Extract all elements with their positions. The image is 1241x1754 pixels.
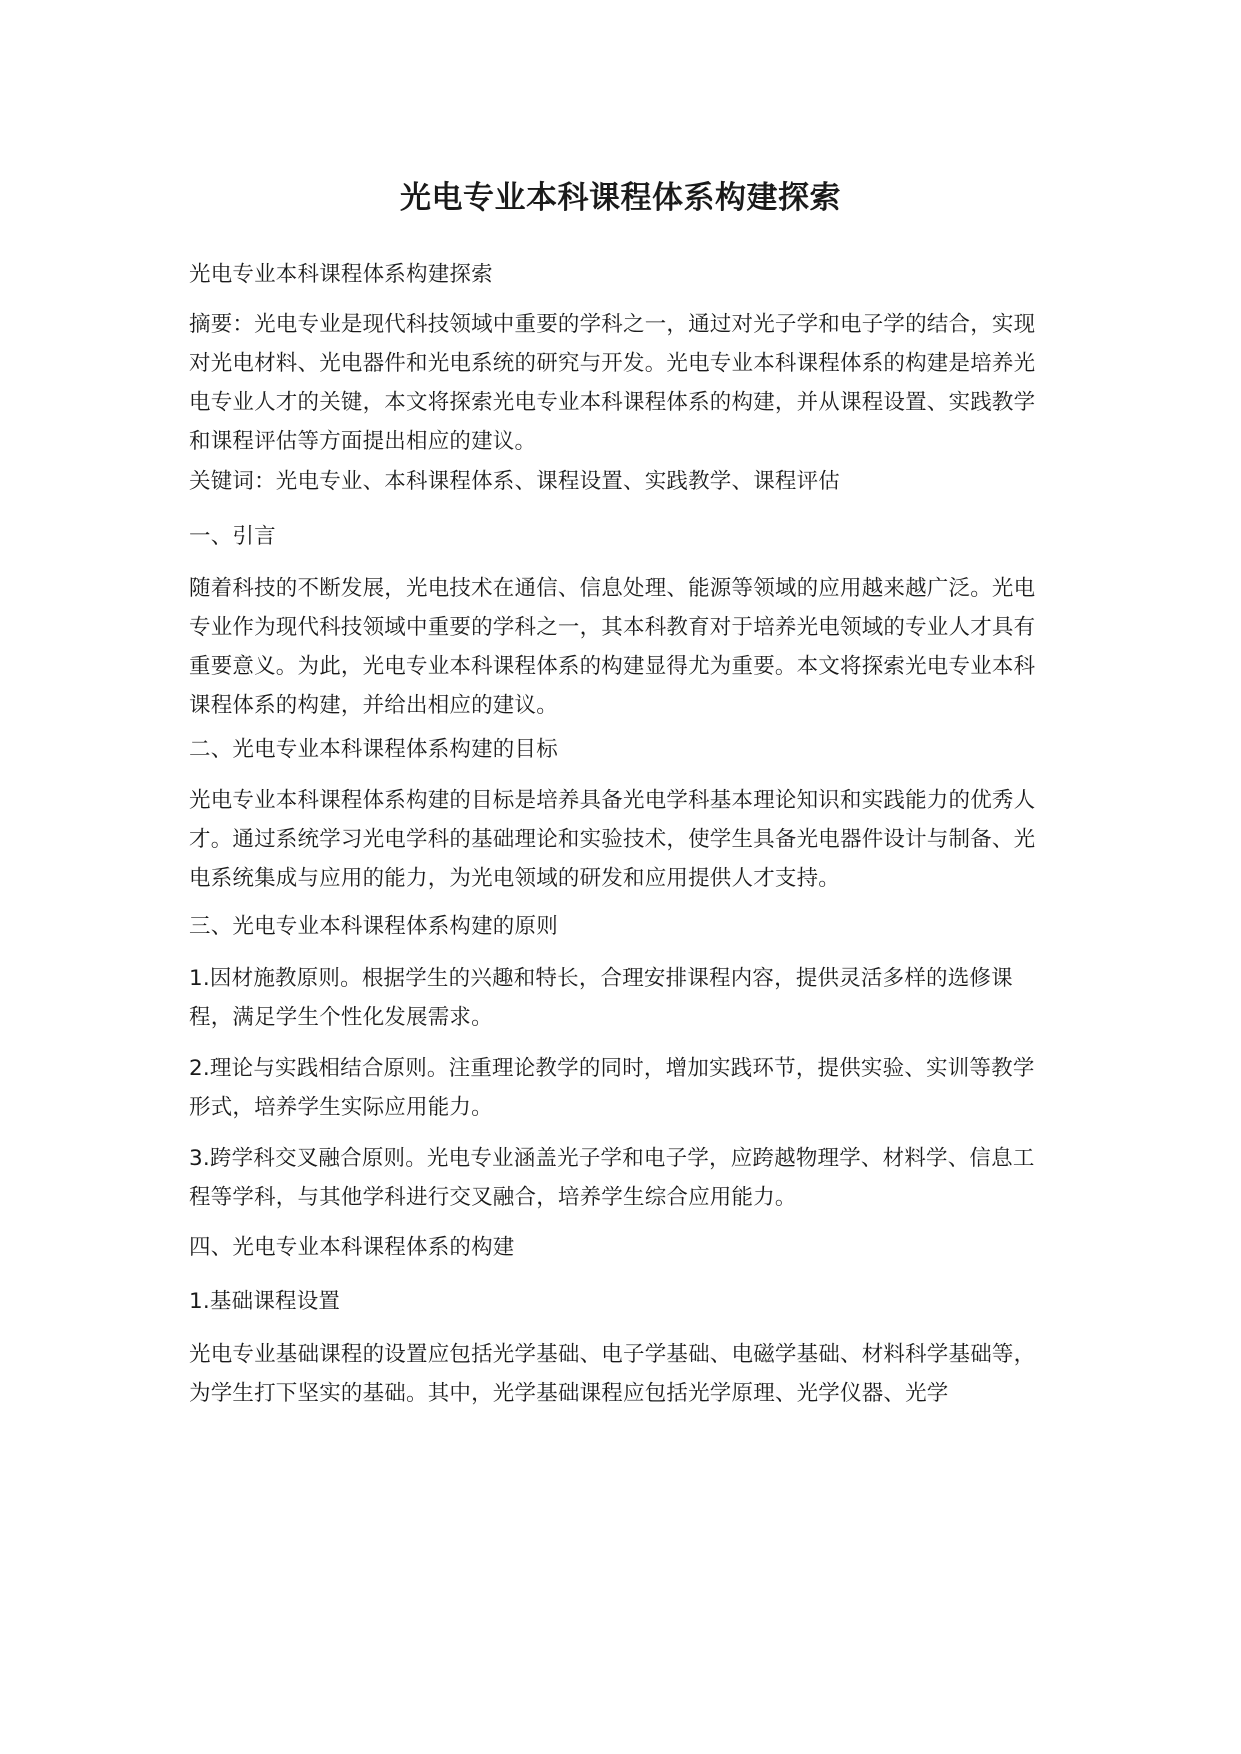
basic-courses-paragraph: 光电专业基础课程的设置应包括光学基础、电子学基础、电磁学基础、材料科学基础等，为学生打下坚实的基础。其中，光学基础课程应包括光学原理、光学仪器、光学 xyxy=(189,1342,1036,1406)
subsection-heading-basic-courses: 1.基础课程设置 xyxy=(189,1289,341,1314)
document-title: 光电专业本科课程体系构建探索 xyxy=(400,180,841,216)
section-heading-construction: 四、光电专业本科课程体系的构建 xyxy=(189,1235,515,1260)
section-heading-principles: 三、光电专业本科课程体系构建的原则 xyxy=(189,914,558,939)
principle-item: 1.因材施教原则。根据学生的兴趣和特长，合理安排课程内容，提供灵活多样的选修课程，满足学生个性化发展需求。 xyxy=(189,966,1013,1030)
subtitle: 光电专业本科课程体系构建探索 xyxy=(189,262,493,287)
principle-item: 2.理论与实践相结合原则。注重理论教学的同时，增加实践环节，提供实验、实训等教学形式，培养学生实际应用能力。 xyxy=(189,1056,1035,1120)
section-heading-goals: 二、光电专业本科课程体系构建的目标 xyxy=(189,737,558,762)
introduction-paragraph: 随着科技的不断发展，光电技术在通信、信息处理、能源等领域的应用越来越广泛。光电专业作为现代科技领域中重要的学科之一，其本科教育对于培养光电领域的专业人才具有重要意义。为此，光电专业本科课程体系的构建显得尤为重要。本文将探索光电专业本科课程体系的构建，并给出相应的建议。 xyxy=(189,576,1036,718)
principle-item: 3.跨学科交叉融合原则。光电专业涵盖光子学和电子学，应跨越物理学、材料学、信息工程等学科，与其他学科进行交叉融合，培养学生综合应用能力。 xyxy=(189,1146,1035,1210)
abstract-paragraph: 摘要：光电专业是现代科技领域中重要的学科之一，通过对光子学和电子学的结合，实现对光电材料、光电器件和光电系统的研究与开发。光电专业本科课程体系的构建是培养光电专业人才的关键，本文将探索光电专业本科课程体系的构建，并从课程设置、实践教学和课程评估等方面提出相应的建议。 xyxy=(189,312,1036,454)
goals-paragraph: 光电专业本科课程体系构建的目标是培养具备光电学科基本理论知识和实践能力的优秀人才。通过系统学习光电学科的基础理论和实验技术，使学生具备光电器件设计与制备、光电系统集成与应用的能力，为光电领域的研发和应用提供人才支持。 xyxy=(189,788,1036,891)
section-heading-introduction: 一、引言 xyxy=(189,524,276,549)
keywords-line: 关键词：光电专业、本科课程体系、课程设置、实践教学、课程评估 xyxy=(189,469,841,494)
